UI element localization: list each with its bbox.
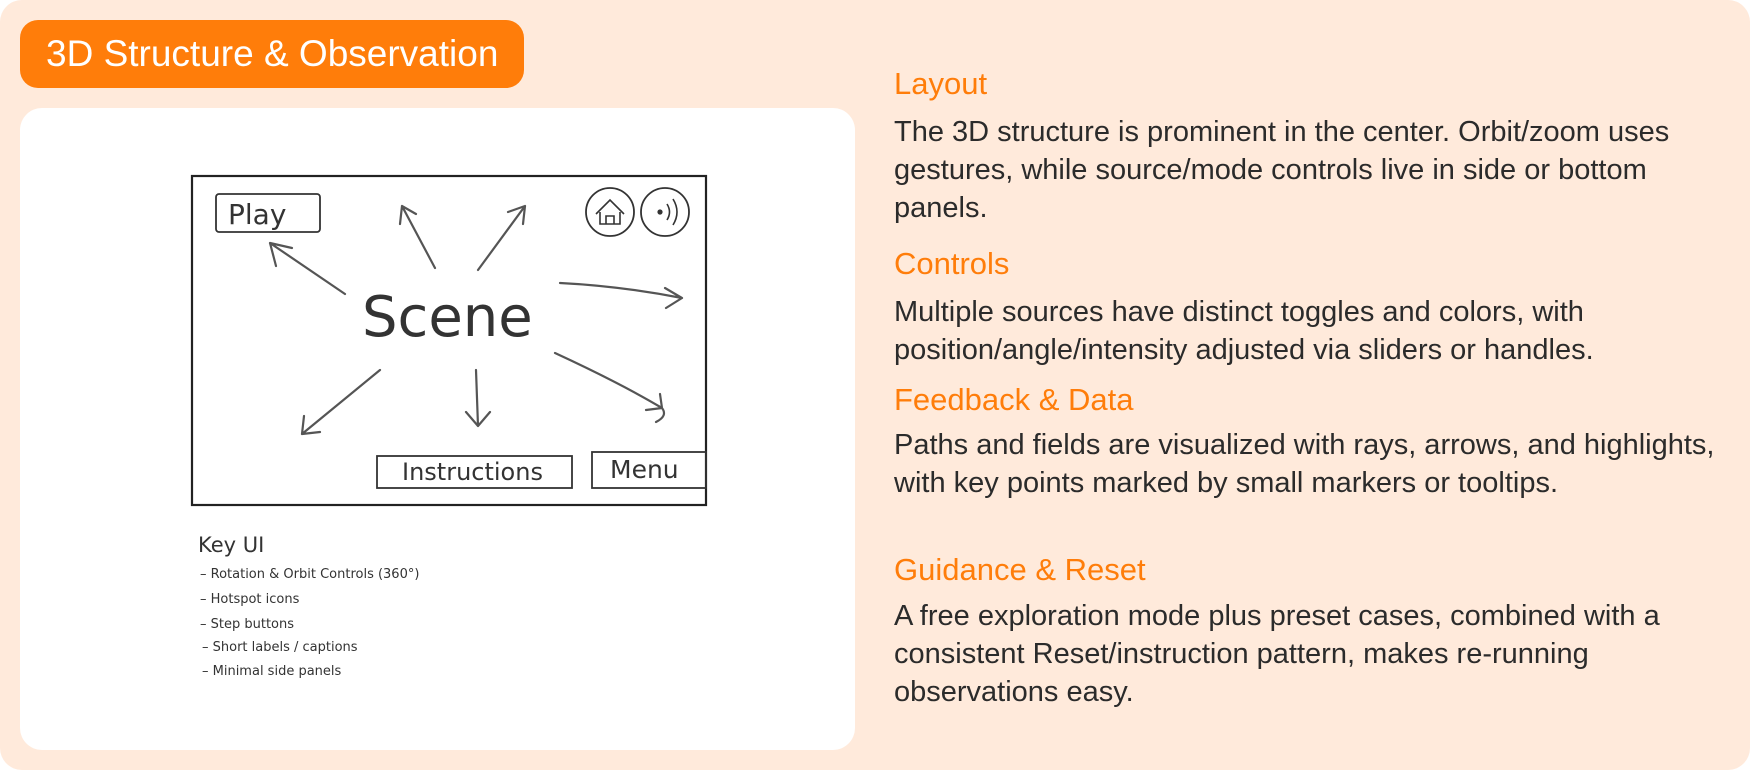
wireframe-sketch — [20, 108, 855, 750]
instructions-label: Instructions — [402, 458, 543, 486]
section-body-guidance: A free exploration mode plus preset cases, combined with a consistent Reset/instruction pattern, makes re-running observations easy. — [894, 600, 1660, 708]
note-item: – Rotation & Orbit Controls (360°) — [200, 567, 420, 582]
note-item: – Step buttons — [200, 617, 295, 632]
section-heading-layout: Layout — [894, 66, 988, 101]
note-item: – Minimal side panels — [202, 664, 342, 679]
section-body-feedback: Paths and fields are visualized with rays, arrows, and highlights, with key points marked by small markers or tooltips. — [894, 429, 1715, 499]
section-heading-guidance: Guidance & Reset — [894, 552, 1146, 587]
instructions-button[interactable] — [377, 456, 572, 488]
sketch-card — [20, 108, 855, 750]
note-item: – Hotspot icons — [200, 592, 300, 607]
section-heading-controls: Controls — [894, 246, 1010, 281]
play-label: Play — [228, 198, 287, 231]
notes-heading: Key UI — [198, 533, 265, 557]
play-button[interactable] — [216, 194, 320, 232]
section-body-layout: The 3D structure is prominent in the center. Orbit/zoom uses gestures, while source/mode controls live in side or bottom panels. — [894, 116, 1670, 224]
menu-button[interactable] — [592, 452, 706, 488]
section-heading-feedback: Feedback & Data — [894, 382, 1134, 417]
page-title: 3D Structure & Observation — [20, 20, 524, 88]
note-item: – Short labels / captions — [202, 640, 358, 655]
home-icon[interactable] — [586, 188, 634, 236]
scene-label: Scene — [362, 285, 533, 350]
sound-icon[interactable] — [641, 188, 689, 236]
menu-label: Menu — [610, 455, 679, 484]
section-body-controls: Multiple sources have distinct toggles and colors, with position/angle/intensity adjusted via sliders or handles. — [894, 296, 1594, 366]
